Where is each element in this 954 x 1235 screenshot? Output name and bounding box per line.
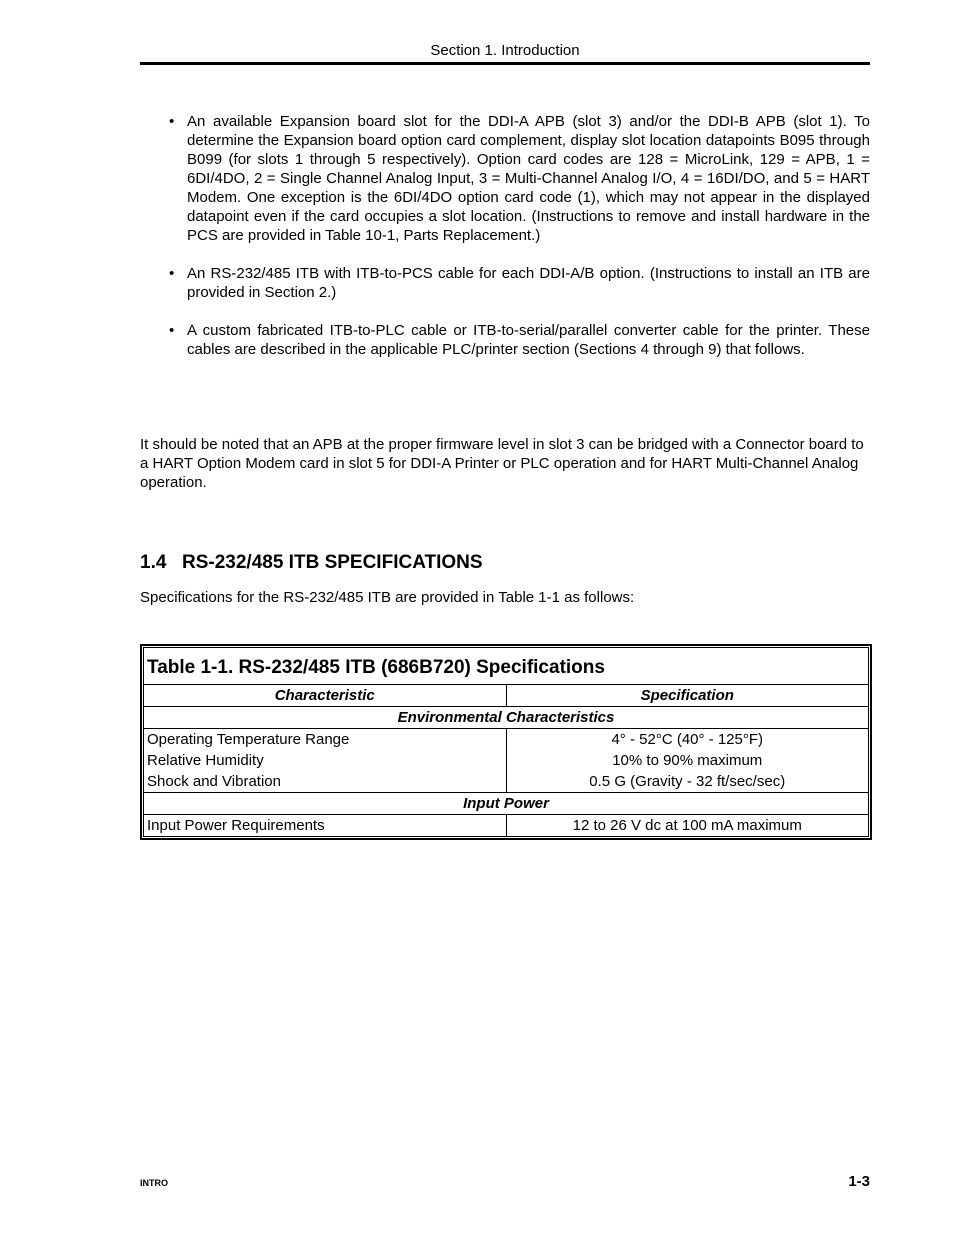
bullet-icon: • [169,265,175,282]
list-item-text: An available Expansion board slot for the DDI-A APB (slot 3) and/or the DDI-B APB (slot 1). To determine the Expansion board option card complement, display slot location datapoints B095 through B099 (for slots 1 through 5 respectively). Option card codes are 128 = MicroLink, 129 = APB, 1 = 6DI/4DO, 2 = Single Channel Analog Input, 3 = Multi-Channel Analog I/O, 4 = 16DI/DO, and 5 = HART Modem. One exception is the 6DI/4DO option card code (1), which may not appear in the displayed datapoint even if the card occupies a slot location. (Instructions to remove and install hardware in the PCS are provided in Table 10-1, Parts Replacement.) [187,113,870,244]
list-item [140,264,870,302]
list-item-text: An RS-232/485 ITB with ITB-to-PCS cable for each DDI-A/B option. (Instructions to install an ITB are provided in Section 2.) [187,265,870,301]
group-title-input-power: Input Power [144,793,869,815]
requirements-list [140,112,870,378]
specification-cell: 4° - 52°C (40° - 125°F) [506,729,869,751]
table-row [144,750,869,771]
characteristic-cell: Relative Humidity [144,750,507,771]
table-row [144,771,869,793]
note-paragraph: It should be noted that an APB at the proper firmware level in slot 3 can be bridged with a Connector board to a HART Option Modem card in slot 5 for DDI-A Printer or PLC operation and for HART Multi-Channel Analog operation. [140,436,864,491]
group-title-environmental: Environmental Characteristics [144,707,869,729]
table-row [144,729,869,751]
list-item [140,112,870,245]
list-item-text: A custom fabricated ITB-to-PLC cable or ITB-to-serial/parallel converter cable for the printer. These cables are described in the applicable PLC/printer section (Sections 4 through 9) that follows. [187,322,870,358]
section-title: RS-232/485 ITB SPECIFICATIONS [182,552,483,573]
column-header-specification: Specification [506,685,869,707]
table-row [144,815,869,837]
section-intro: Specifications for the RS-232/485 ITB are provided in Table 1-1 as follows: [140,589,635,606]
bullet-icon: • [169,322,175,339]
characteristic-cell: Shock and Vibration [144,771,507,793]
specification-cell: 0.5 G (Gravity - 32 ft/sec/sec) [506,771,869,793]
section-heading [140,552,483,574]
characteristic-cell: Operating Temperature Range [144,729,507,751]
spec-table-frame [140,644,872,840]
section-number: 1.4 [140,552,167,573]
running-header: Section 1. Introduction [430,42,580,59]
spec-table [143,647,869,837]
page-number: 1-3 [848,1173,870,1190]
table-group-row [144,793,869,815]
specification-cell: 12 to 26 V dc at 100 mA maximum [506,815,869,837]
header-rule [140,62,870,65]
characteristic-cell: Input Power Requirements [144,815,507,837]
table-title: Table 1-1. RS-232/485 ITB (686B720) Specifications [144,648,869,685]
footer-chapter-label: INTRO [140,1178,168,1188]
list-item [140,321,870,359]
bullet-icon: • [169,113,175,130]
table-group-row [144,707,869,729]
specification-cell: 10% to 90% maximum [506,750,869,771]
column-header-characteristic: Characteristic [144,685,507,707]
